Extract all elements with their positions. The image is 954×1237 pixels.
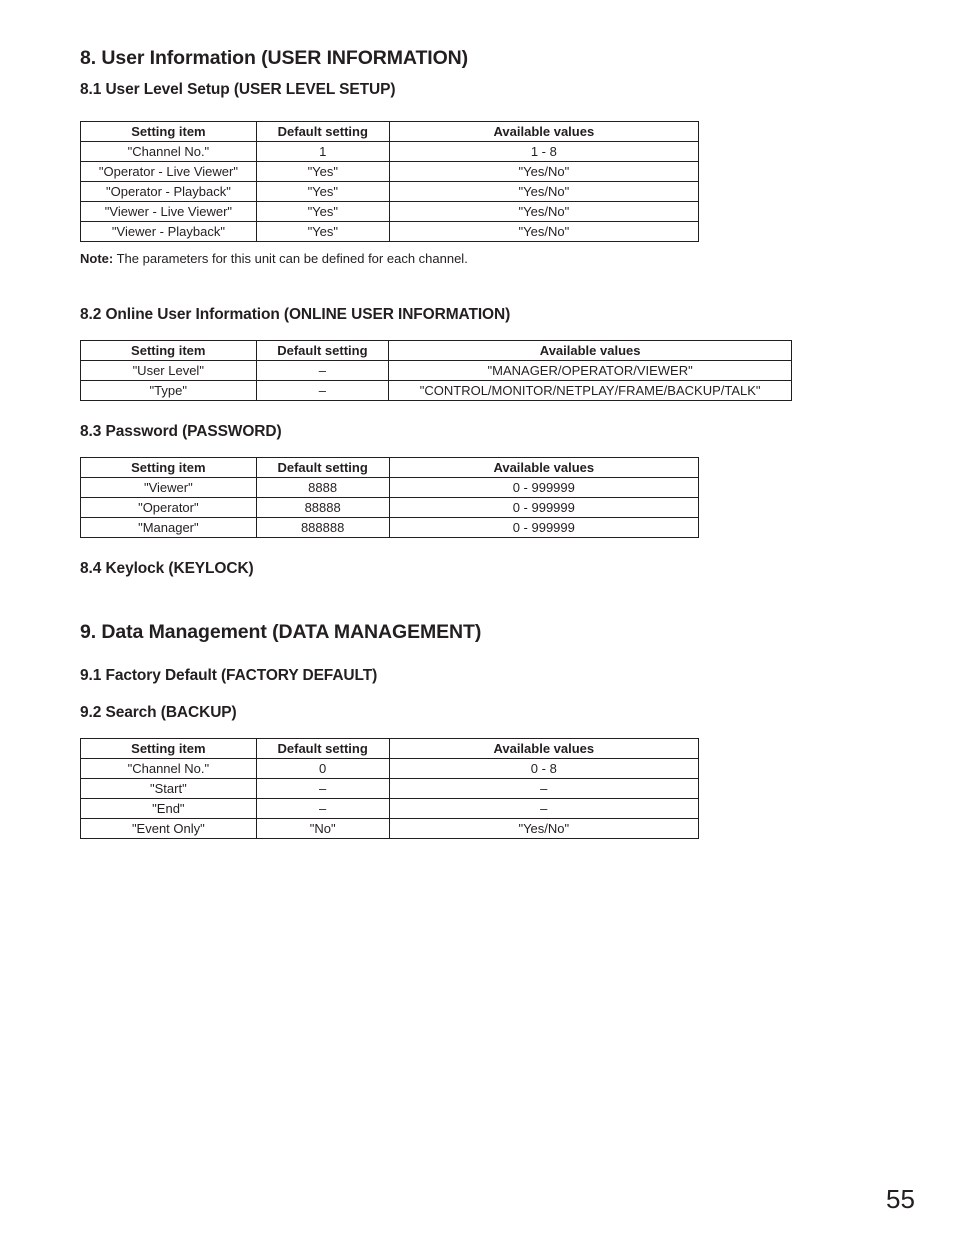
note-label: Note: bbox=[80, 251, 114, 266]
header-available-values: Available values bbox=[389, 458, 698, 478]
cell-default-setting: 1 bbox=[256, 142, 389, 162]
search-backup-table bbox=[80, 738, 699, 839]
table-row bbox=[81, 779, 699, 799]
table-row bbox=[81, 222, 699, 242]
table-row bbox=[81, 478, 699, 498]
header-available-values: Available values bbox=[389, 122, 698, 142]
cell-default-setting: "No" bbox=[256, 819, 389, 839]
cell-setting-item: "End" bbox=[81, 799, 257, 819]
cell-available-values: – bbox=[389, 799, 698, 819]
cell-default-setting: "Yes" bbox=[256, 162, 389, 182]
cell-setting-item: "Event Only" bbox=[81, 819, 257, 839]
page-number: 55 bbox=[886, 1184, 915, 1214]
cell-setting-item: "User Level" bbox=[81, 361, 257, 381]
header-setting-item: Setting item bbox=[81, 739, 257, 759]
cell-default-setting: – bbox=[256, 361, 389, 381]
cell-available-values: 0 - 999999 bbox=[389, 498, 698, 518]
header-setting-item: Setting item bbox=[81, 341, 257, 361]
cell-default-setting: "Yes" bbox=[256, 202, 389, 222]
cell-available-values: 0 - 999999 bbox=[389, 518, 698, 538]
header-setting-item: Setting item bbox=[81, 122, 257, 142]
subsection-8-3-heading: 8.3 Password (PASSWORD) bbox=[80, 423, 282, 440]
subsection-9-1-heading: 9.1 Factory Default (FACTORY DEFAULT) bbox=[80, 667, 378, 684]
cell-setting-item: "Operator - Playback" bbox=[81, 182, 257, 202]
cell-setting-item: "Operator" bbox=[81, 498, 257, 518]
cell-setting-item: "Manager" bbox=[81, 518, 257, 538]
cell-available-values: 1 - 8 bbox=[389, 142, 698, 162]
cell-default-setting: – bbox=[256, 779, 389, 799]
table-row bbox=[81, 142, 699, 162]
cell-available-values: "MANAGER/OPERATOR/VIEWER" bbox=[389, 361, 792, 381]
header-default-setting: Default setting bbox=[256, 739, 389, 759]
cell-available-values: "Yes/No" bbox=[389, 222, 698, 242]
cell-default-setting: 88888 bbox=[256, 498, 389, 518]
cell-setting-item: "Viewer - Playback" bbox=[81, 222, 257, 242]
online-user-information-table bbox=[80, 340, 792, 401]
cell-available-values: "Yes/No" bbox=[389, 202, 698, 222]
cell-setting-item: "Channel No." bbox=[81, 142, 257, 162]
password-table bbox=[80, 457, 699, 538]
cell-available-values: – bbox=[389, 779, 698, 799]
cell-setting-item: "Type" bbox=[81, 381, 257, 401]
table-header-row bbox=[81, 122, 699, 142]
cell-available-values: "CONTROL/MONITOR/NETPLAY/FRAME/BACKUP/TALK" bbox=[389, 381, 792, 401]
table-row bbox=[81, 498, 699, 518]
header-available-values: Available values bbox=[389, 341, 792, 361]
cell-default-setting: 0 bbox=[256, 759, 389, 779]
cell-default-setting: – bbox=[256, 381, 389, 401]
table-header-row bbox=[81, 458, 699, 478]
table-row bbox=[81, 162, 699, 182]
table-row bbox=[81, 361, 792, 381]
cell-default-setting: "Yes" bbox=[256, 182, 389, 202]
cell-default-setting: 888888 bbox=[256, 518, 389, 538]
header-available-values: Available values bbox=[389, 739, 698, 759]
table-header-row bbox=[81, 739, 699, 759]
cell-default-setting: 8888 bbox=[256, 478, 389, 498]
subsection-8-1-heading: 8.1 User Level Setup (USER LEVEL SETUP) bbox=[80, 81, 396, 98]
section-8-heading: 8. User Information (USER INFORMATION) bbox=[80, 47, 469, 69]
cell-available-values: "Yes/No" bbox=[389, 162, 698, 182]
table-row bbox=[81, 819, 699, 839]
table-header-row bbox=[81, 341, 792, 361]
user-level-setup-table bbox=[80, 121, 699, 242]
table-row bbox=[81, 799, 699, 819]
table-row bbox=[81, 202, 699, 222]
cell-setting-item: "Start" bbox=[81, 779, 257, 799]
table-row bbox=[81, 182, 699, 202]
header-default-setting: Default setting bbox=[256, 458, 389, 478]
note-paragraph bbox=[80, 251, 468, 266]
header-default-setting: Default setting bbox=[256, 341, 389, 361]
cell-setting-item: "Viewer - Live Viewer" bbox=[81, 202, 257, 222]
cell-available-values: "Yes/No" bbox=[389, 819, 698, 839]
cell-setting-item: "Operator - Live Viewer" bbox=[81, 162, 257, 182]
table-row bbox=[81, 381, 792, 401]
cell-default-setting: – bbox=[256, 799, 389, 819]
cell-setting-item: "Viewer" bbox=[81, 478, 257, 498]
subsection-9-2-heading: 9.2 Search (BACKUP) bbox=[80, 704, 237, 721]
header-setting-item: Setting item bbox=[81, 458, 257, 478]
table-row bbox=[81, 518, 699, 538]
cell-setting-item: "Channel No." bbox=[81, 759, 257, 779]
cell-available-values: "Yes/No" bbox=[389, 182, 698, 202]
header-default-setting: Default setting bbox=[256, 122, 389, 142]
cell-default-setting: "Yes" bbox=[256, 222, 389, 242]
note-text: The parameters for this unit can be defined for each channel. bbox=[113, 251, 468, 266]
subsection-8-4-heading: 8.4 Keylock (KEYLOCK) bbox=[80, 560, 254, 577]
table-row bbox=[81, 759, 699, 779]
cell-available-values: 0 - 999999 bbox=[389, 478, 698, 498]
section-9-heading: 9. Data Management (DATA MANAGEMENT) bbox=[80, 621, 482, 643]
cell-available-values: 0 - 8 bbox=[389, 759, 698, 779]
subsection-8-2-heading: 8.2 Online User Information (ONLINE USER INFORMATION) bbox=[80, 306, 511, 323]
